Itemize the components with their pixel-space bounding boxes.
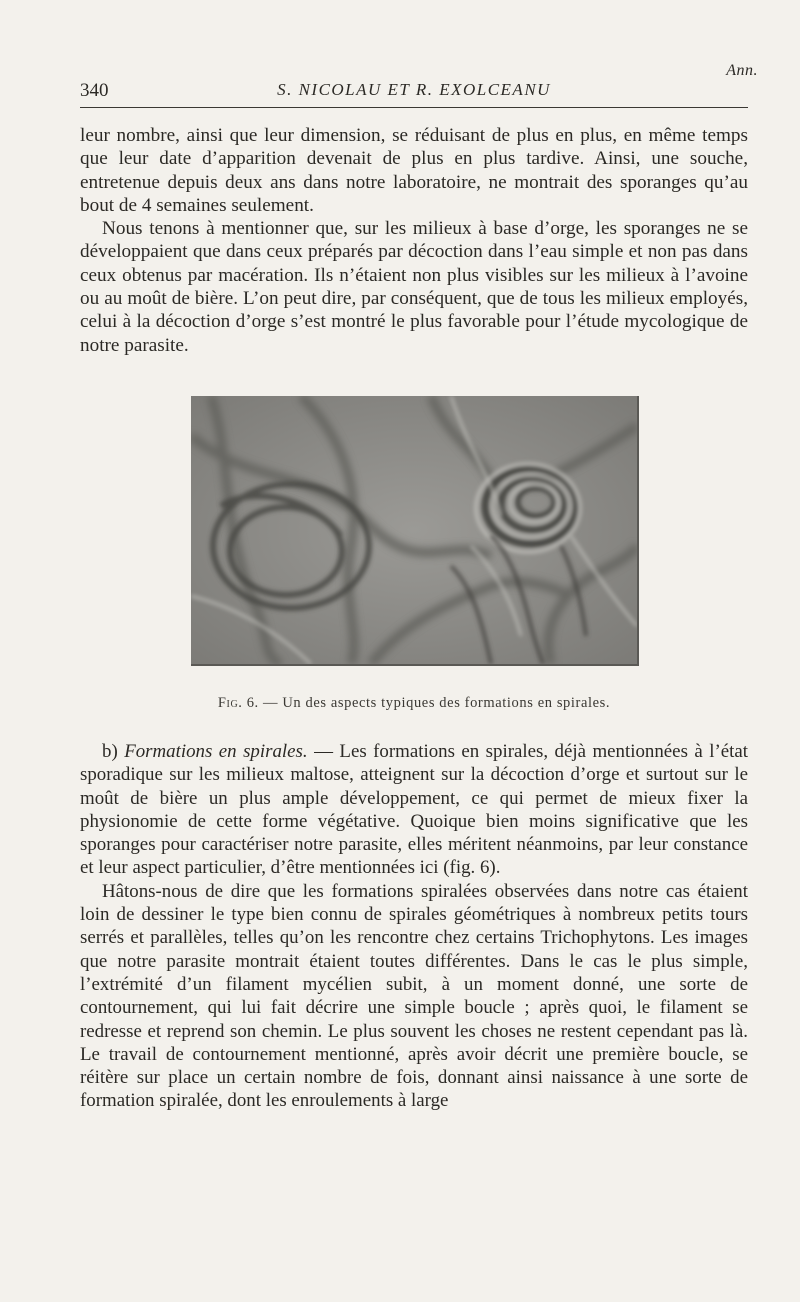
subsection-title: Formations en spirales. [124, 741, 308, 762]
paragraph-1: leur nombre, ainsi que leur dimension, se réduisant de plus en plus, en même temps que leur date d’apparition devenait de plus en plus tardive. Ainsi, une souche, entretenue depuis deux ans dans notre laboratoire, ne montrait des sporanges qu’au bout de 4 semaines seulement. [80, 125, 748, 216]
figure-caption [80, 695, 748, 712]
figure-label: Fig. 6. [217, 695, 259, 711]
figure-micrograph [191, 396, 639, 666]
paragraph-4: Hâtons-nous de dire que les formations spiralées observées dans notre cas étaient loin de dessiner le type bien connu de spirales géométriques à nombreux petits tours serrés et parallèles, telles qu’on les rencontre chez certains Trichophytons. Les images que notre parasite montrait étaient toutes différentes. Dans le cas le plus simple, l’extrémité d’un filament mycélien subit, à un moment donné, une sorte de contournement, qui lui fait décrire une simple boucle ; après quoi, le filament se redresse et reprend son chemin. Le plus souvent les choses ne restent cependant pas là. Le travail de contournement mentionné, après avoir décrit une première boucle, se réitère sur place un certain nombre de fois, donnant ainsi naissance à une sorte de formation spiralée, dont les enroulements à large [80, 880, 748, 1112]
running-annotation: Ann. [726, 62, 758, 79]
text-block-top [80, 124, 748, 357]
page-number: 340 [80, 80, 109, 101]
paragraph-3 [80, 740, 748, 880]
page-header [80, 80, 748, 106]
header-rule [80, 107, 748, 108]
spiral-formations-micrograph [191, 396, 637, 664]
text-block-bottom [80, 740, 748, 1113]
figure-caption-text: — Un des aspects typiques des formations en spirales. [258, 695, 611, 711]
running-title-authors: S. NICOLAU ET R. EXOLCEANU [277, 80, 551, 99]
paragraph-3-body: — Les formations en spirales, déjà mentionnées à l’état sporadique sur les milieux maltose, atteignent sur la décoction d’orge et surtout sur le moût de bière un plus ample développement, ce qui permet de mieux fixer la physionomie de cette forme végétative. Quoique bien moins significative que les sporanges pour caractériser notre parasite, elles méritent néanmoins, par leur constance et leur aspect particulier, d’être mentionnées ici (fig. 6). [80, 741, 748, 879]
paragraph-2: Nous tenons à mentionner que, sur les milieux à base d’orge, les sporanges ne se développaient que dans ceux préparés par décoction dans l’eau simple et non pas dans ceux obtenus par macération. Ils n’étaient non plus visibles sur les milieux à l’avoine ou au moût de bière. L’on peut dire, par conséquent, que de tous les milieux employés, celui à la décoction d’orge s’est montré le plus favorable pour l’étude mycologique de notre parasite. [80, 218, 748, 356]
subsection-prefix: b) [102, 741, 125, 762]
